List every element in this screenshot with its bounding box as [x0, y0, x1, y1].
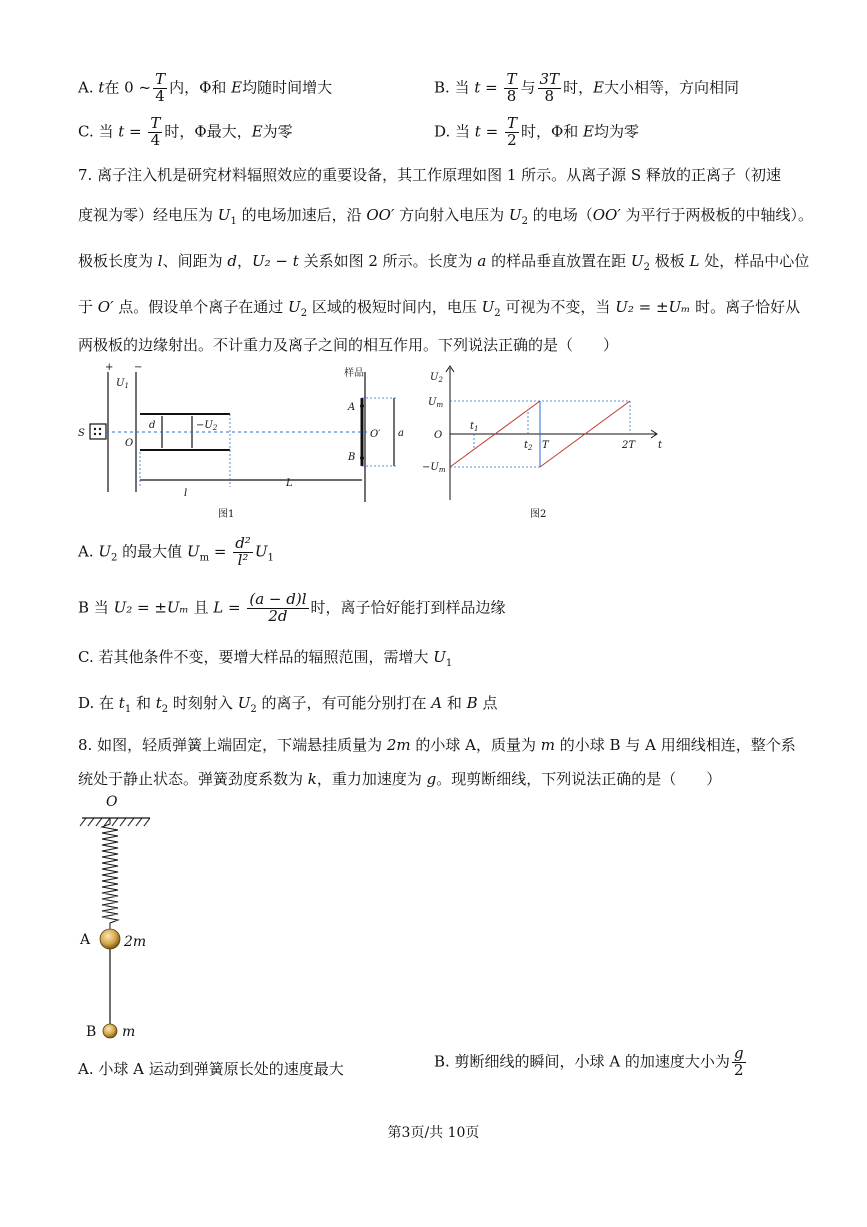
fig2-neg-um-label: $-U_m$	[422, 462, 446, 474]
q7-figure-1	[78, 362, 408, 522]
fig2-u2-axis-label: $U_2$	[430, 372, 443, 384]
fig1-source-box	[90, 424, 106, 439]
fig2-caption: 图2	[530, 509, 547, 520]
fig2-2T-label: 2T	[622, 440, 636, 451]
fig3-2m-label: 2m	[124, 934, 147, 950]
q7-option-d: D. 在 $t_1$ 和 $t_2$ 时刻射入 $U_2$ 的离子，有可能分别打在 A 和 B 点	[78, 694, 498, 715]
fig2-T-label: T	[542, 440, 549, 451]
ball-b	[103, 1024, 117, 1038]
q7-stem-line5: 两极板的边缘射出。不计重力及离子之间的相互作用。下列说法正确的是（ ）	[78, 336, 619, 354]
fig1-point-a	[360, 404, 364, 408]
q7-stem-line2: 度视为零）经电压为 $U_1$ 的电场加速后，沿 OO′ 方向射入电压为 $U_2$ 的电场（OO′ 为平行于两极板的中轴线）。	[78, 206, 814, 227]
page-footer: 第3页/共 10页	[387, 1125, 480, 1141]
q7-figure-2	[420, 362, 670, 522]
q8-option-a: A. 小球 A 运动到弹簧原长处的速度最大	[78, 1060, 344, 1078]
q7-stem-line1: 7. 离子注入机是研究材料辐照效应的重要设备，其工作原理如图 1 所示。从离子源 S 释放的正离子（初速	[78, 166, 781, 184]
q7-stem-line3: 极板长度为 l、间距为 d，U₂ − t 关系如图 2 所示。长度为 a 的样品垂直放置在距 $U_2$ 极板 L 处，样品中心位	[78, 252, 810, 273]
fig1-a-point-label: A	[348, 402, 356, 413]
fig1-u1-label: $U_1$	[116, 378, 129, 390]
fig1-L-label: L	[286, 478, 293, 489]
fig2-origin-label: O	[434, 430, 443, 441]
spring	[102, 818, 118, 930]
q8-spring-figure	[78, 790, 188, 1046]
fig1-a-length-label: a	[398, 428, 404, 439]
fig3-b-label: B	[86, 1024, 97, 1040]
q7-option-c: C. 若其他条件不变，要增大样品的辐照范围，需增大 $U_1$	[78, 648, 453, 669]
q6-option-b: B. 当 t = $\frac{T}{8}$ 与 $\frac{3T}{8}$ 时，E大小相等，方向相同	[434, 70, 740, 105]
fig1-o-prime-label: O′	[370, 429, 381, 440]
fig2-t-axis-label: t	[658, 440, 663, 451]
fig1-l-label: l	[184, 488, 188, 499]
fig2-t2-label: $t_2$	[524, 440, 533, 452]
fig1-sample-label: 样品	[344, 368, 364, 379]
fig2-um-label: $U_m$	[428, 397, 444, 409]
ball-a	[100, 929, 120, 949]
fig3-m-label: m	[122, 1024, 136, 1040]
fig1-s-label: S	[78, 428, 85, 439]
q6-option-d: D. 当 t = $\frac{T}{2}$ 时，Φ和 E均为零	[434, 114, 639, 149]
fig1-caption: 图1	[218, 509, 235, 520]
q8-option-b: B. 剪断细线的瞬间，小球 A 的加速度大小为 $\frac{g}{2}$	[434, 1044, 744, 1079]
fig1-plus-label: +	[105, 362, 114, 373]
q7-option-a: A. $U_2$ 的最大值 $U_m$ = $\frac{\text{d²}}{\text{l²}}$ $U_1$	[78, 534, 274, 569]
fig2-t1-label: $t_1$	[470, 421, 479, 433]
fig1-b-point-label: B	[348, 452, 356, 463]
q6-option-c: C. 当 t = $\frac{T}{4}$ 时，Φ最大，E为零	[78, 114, 293, 149]
fig1-point-b	[360, 456, 364, 460]
q8-stem-line1: 8. 如图，轻质弹簧上端固定，下端悬挂质量为 2m 的小球 A，质量为 m 的小球 B 与 A 用细线相连，整个系	[78, 736, 796, 754]
fig1-minus-label: −	[134, 362, 143, 373]
fig3-o-label: O	[106, 794, 118, 810]
fig1-d-label: d	[149, 420, 156, 431]
q7-option-b: B 当 U₂ = ±Uₘ 且 L = $\frac{(a - d)l}{2d}$ 时，离子恰好能打到样品边缘	[78, 590, 506, 625]
q7-stem-line4: 于 O′ 点。假设单个离子在通过 $U_2$ 区域的极短时间内，电压 $U_2$ 可视为不变，当 U₂ = ±Uₘ 时。离子恰好从	[78, 298, 801, 319]
fig1-o-label: O	[125, 438, 134, 449]
fig3-a-label: A	[80, 932, 91, 948]
q6-option-a: A. t在 0 ~ $\frac{T}{4}$ 内，Φ和 E均随时间增大	[78, 70, 333, 105]
q8-stem-line2: 统处于静止状态。弹簧劲度系数为 k，重力加速度为 g。现剪断细线，下列说法正确的是（ ）	[78, 770, 722, 788]
fig1-neg-u2-label: $-U_2$	[196, 420, 218, 432]
